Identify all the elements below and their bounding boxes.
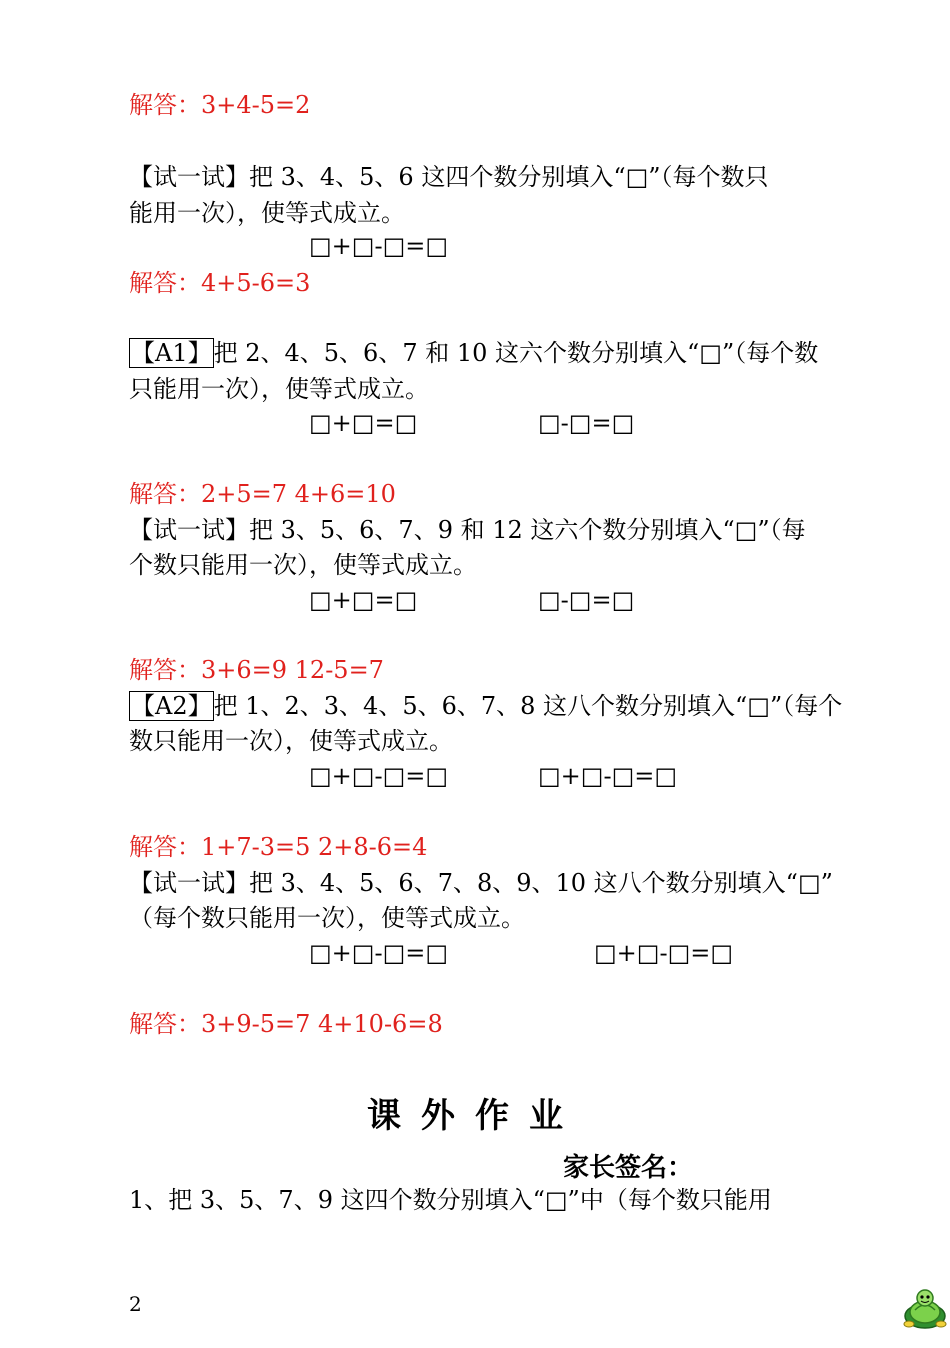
problem-line: 能用一次），使等式成立。 xyxy=(129,199,405,227)
homework-line: 1、把 3、5、7、9 这四个数分别填入“□”中（每个数只能用 xyxy=(129,1186,772,1214)
equation-template: □+□-□=□ xyxy=(538,762,678,790)
answer-line: 解答：4+5-6=3 xyxy=(129,269,311,297)
problem-label-a2: 【A2】 xyxy=(131,692,212,720)
equation-template: □+□-□=□ xyxy=(309,762,449,790)
problem-text: 把 1、2、3、4、5、6、7、8 这八个数分别填入“□”（每个 xyxy=(213,692,843,720)
answer-line: 解答：1+7-3=5 2+8-6=4 xyxy=(129,833,428,861)
equation-template: □+□-□=□ xyxy=(309,939,449,967)
equation-template: □-□=□ xyxy=(538,586,635,614)
problem-line: 【试一试】把 3、5、6、7、9 和 12 这六个数分别填入“□”（每 xyxy=(129,516,806,544)
answer-line: 解答：3+6=9 12-5=7 xyxy=(129,656,384,684)
answer-line: 解答：2+5=7 4+6=10 xyxy=(129,480,396,508)
problem-line: 只能用一次），使等式成立。 xyxy=(129,375,429,403)
section-title: 课外作业 xyxy=(367,1096,583,1136)
problem-line: 【试一试】把 3、4、5、6 这四个数分别填入“□”（每个数只 xyxy=(129,163,769,191)
equation-template: □+□-□=□ xyxy=(309,232,449,260)
problem-label-a1: 【A1】 xyxy=(131,339,212,367)
answer-line: 解答：3+9-5=7 4+10-6=8 xyxy=(129,1010,443,1038)
equation-template: □+□=□ xyxy=(309,586,418,614)
problem-line: 【试一试】把 3、4、5、6、7、8、9、10 这八个数分别填入“□” xyxy=(129,869,833,897)
parent-signature-label: 家长签名： xyxy=(563,1153,694,1183)
equation-template: □+□=□ xyxy=(309,409,418,437)
equation-template: □-□=□ xyxy=(538,409,635,437)
turtle-icon xyxy=(900,1286,950,1332)
problem-line xyxy=(129,338,818,368)
page-number: 2 xyxy=(129,1292,142,1316)
answer-line: 解答：3+4-5=2 xyxy=(129,91,311,119)
equation-template: □+□-□=□ xyxy=(594,939,734,967)
problem-line xyxy=(129,691,842,721)
problem-line: （每个数只能用一次），使等式成立。 xyxy=(129,904,525,932)
problem-line: 数只能用一次），使等式成立。 xyxy=(129,727,453,755)
problem-line: 个数只能用一次），使等式成立。 xyxy=(129,551,477,579)
problem-text: 把 2、4、5、6、7 和 10 这六个数分别填入“□”（每个数 xyxy=(213,339,819,367)
